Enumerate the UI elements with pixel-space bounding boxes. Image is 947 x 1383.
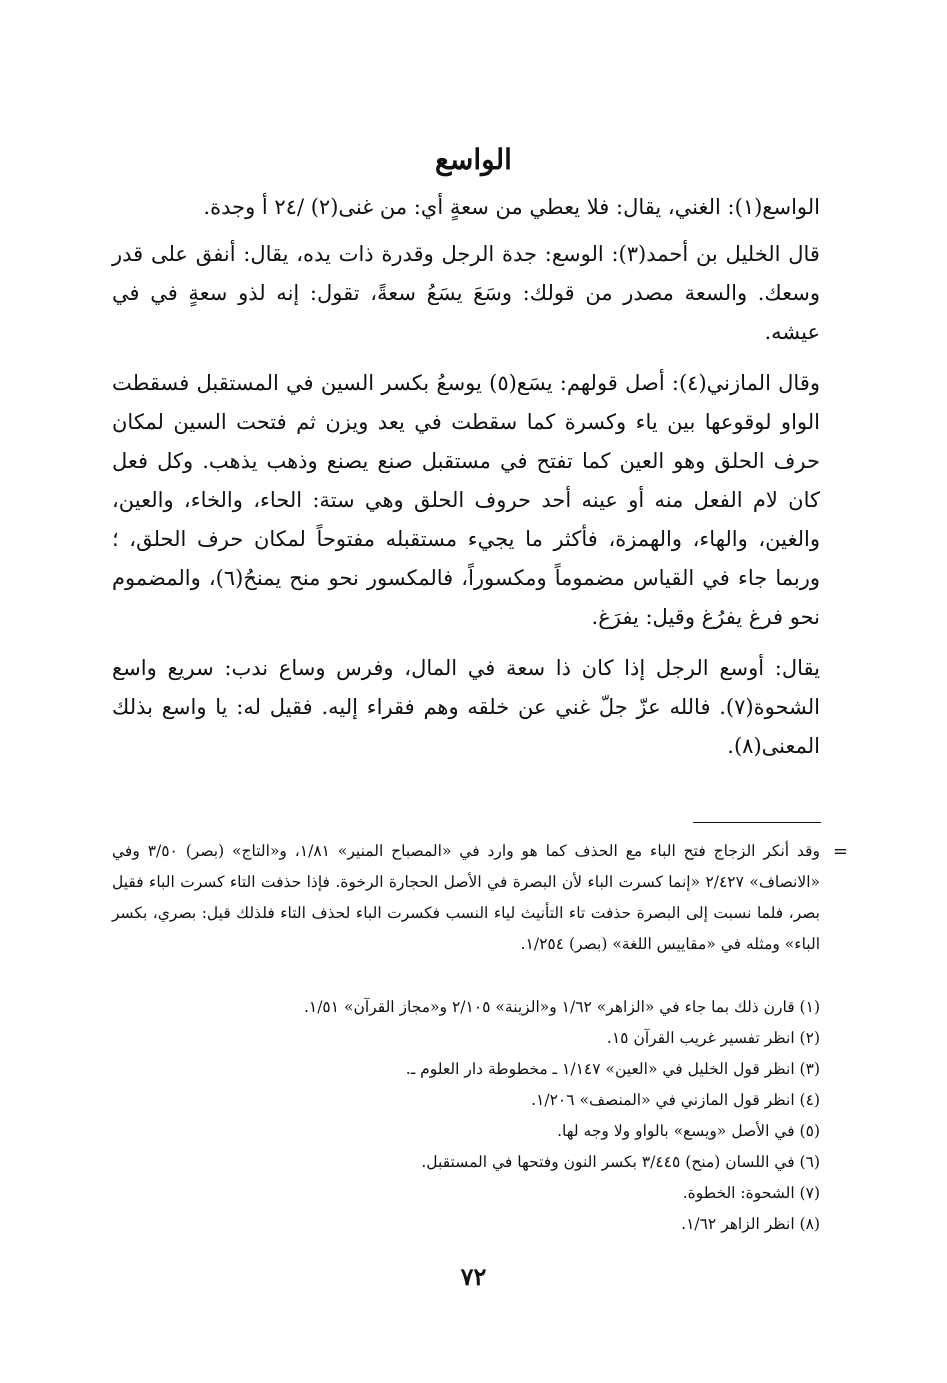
footnote-item: (٥) في الأصل «ويسع» بالواو ولا وجه لها. bbox=[557, 1122, 820, 1140]
page-number: ٧٢ bbox=[460, 1262, 487, 1291]
footnote-item: (٣) انظر قول الخليل في «العين» ١/١٤٧ ـ مخطوطة دار العلوم ـ. bbox=[405, 1060, 820, 1078]
paragraph-mazini: وقال المازني(٤): أصل قولهم: يسَع(٥) يوسعُ بكسر السين في المستقبل فسقطت الواو لوقوعها بين ياء وكسرة كما سقطت في يعد ويزن ثم فتحت السين لمكان حرف الحلق وهو العين كما تفتح في مستقبل صنع يصنع وذهب يذهب. وكل فعل كان لام الفعل منه أو عينه أحد حروف الحلق وهي ستة: الحاء، والخاء، والعين، والغين، والهاء، والهمزة، فأكثر ما يجيء مستقبله مفتوحاً لمكان حرف الحلق، ؛ وربما جاء في القياس مضموماً ومكسوراً، فالمكسور نحو منح يمنحُ(٦)، والمضموم نحو فرغ يفرُغ وقيل: يفرَغ. bbox=[112, 371, 820, 629]
footnote-item: (٨) انظر الزاهر ١/٦٢. bbox=[681, 1215, 820, 1233]
footnote-divider bbox=[693, 822, 821, 823]
main-text bbox=[112, 188, 820, 778]
footnote-item: (٦) في اللسان (منح) ٣/٤٤٥ بكسر النون وفتحها في المستقبل. bbox=[421, 1153, 820, 1171]
footnote-continued-text: وقد أنكر الزجاج فتح الباء مع الحذف كما هو وارد في «المصباح المنير» ١/٨١، و«التاج» (بصر) ٣/٥٠ وفي «الانصاف» ٢/٤٢٧ «إنما كسرت الباء لأن البصرة في الأصل الحجارة الرخوة. فإذا حذفت التاء كسرت الباء فقيل بصر، فلما نسبت إلى البصرة حذفت تاء التأنيث لياء النسب فكسرت الباء لحذف التاء فلذلك قيل: بصري، بكسر الباء» ومثله في «مقاييس اللغة» (بصر) ١/٢٥٤. bbox=[112, 842, 820, 953]
continuation-marker: = bbox=[832, 841, 848, 862]
footnote-continued bbox=[112, 836, 848, 960]
footnote-item: (١) قارن ذلك بما جاء في «الزاهر» ١/٦٢ و«الزينة» ٢/١٠٥ و«مجاز القرآن» ١/٥١. bbox=[303, 998, 820, 1016]
paragraph-khalil: قال الخليل بن أحمد(٣): الوسع: جدة الرجل وقدرة ذات يده، يقال: أنفق على قدر وسعك. والسعة مصدر من قولك: وسَعَ يسَعُ سعةً، تقول: إنه لذو سعةٍ في في عيشه. bbox=[112, 242, 820, 344]
paragraph-definition: الواسع(١): الغني، يقال: فلا يعطي من سعةٍ أي: من غنى(٢) /٢٤ أ وجدة. bbox=[203, 195, 820, 219]
footnote-item: (٢) انظر تفسير غريب القرآن ١٥. bbox=[606, 1029, 820, 1047]
paragraph-usage: يقال: أوسع الرجل إذا كان ذا سعة في المال، وفرس وساع ندب: سريع واسع الشحوة(٧). فالله عزّ جلّ غني عن خلقه وهم فقراء إليه. فقيل له: يا واسع بذلك المعنى(٨). bbox=[112, 656, 820, 758]
entry-heading: الواسع bbox=[435, 143, 512, 176]
footnote-item: (٧) الشحوة: الخطوة. bbox=[682, 1184, 820, 1202]
footnote-list bbox=[112, 992, 820, 1240]
footnote-item: (٤) انظر قول المازني في «المنصف» ١/٢٠٦. bbox=[531, 1091, 820, 1109]
